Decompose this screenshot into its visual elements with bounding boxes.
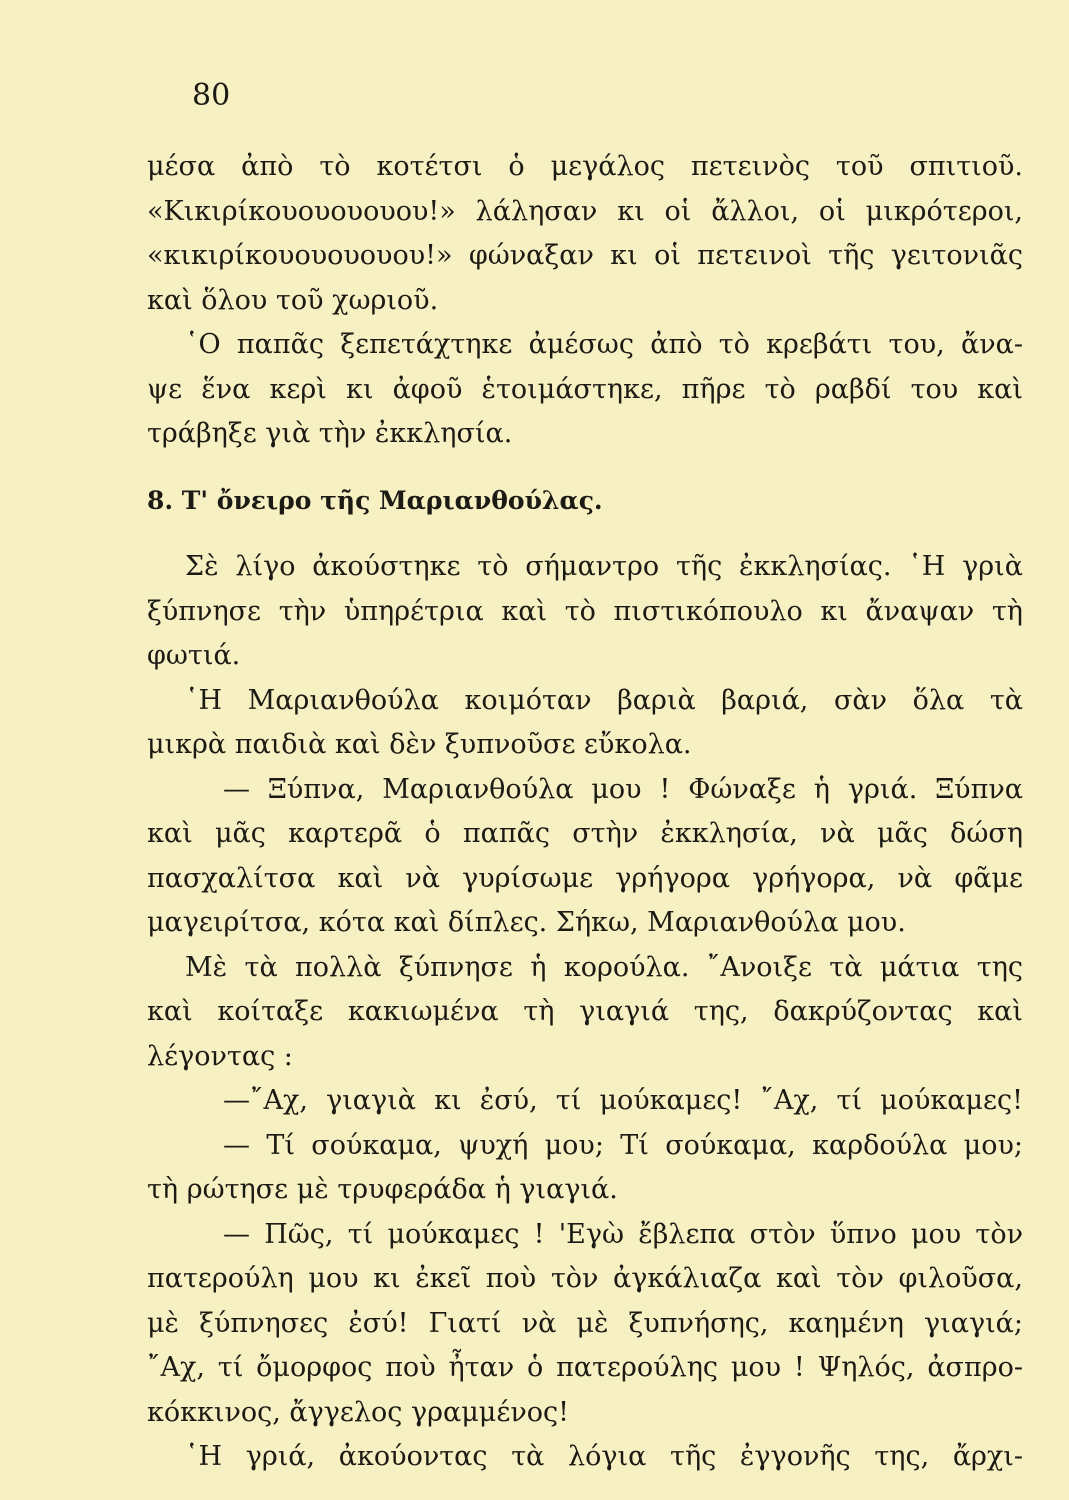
paragraph: [147, 1435, 1023, 1480]
text-line: ψε ἕνα κερὶ κι ἀφοῦ ἑτοιμάστηκε, πῆρε τὸ ραβδί του καὶ: [147, 373, 1023, 405]
paragraph: [147, 768, 1023, 946]
text-line: μαγειρίτσα, κότα καὶ δίπλες. Σήκω, Μαριανθούλα μου.: [147, 907, 906, 938]
body-text: [147, 145, 1023, 1480]
paragraph: [147, 946, 1023, 1080]
text-line: μικρὰ παιδιὰ καὶ δὲν ξυπνοῦσε εὔκολα.: [147, 729, 692, 760]
text-line: ξύπνησε τὴν ὑπηρέτρια καὶ τὸ πιστικόπουλο κι ἄναψαν τὴ: [147, 595, 1023, 627]
text-line: ῎Αχ, τί ὄμορφος ποὺ ἦταν ὁ πατερούλης μου ! Ψηλός, ἀσπρο-: [147, 1352, 1023, 1383]
text-line: πατερούλη μου κι ἐκεῖ ποὺ τὸν ἀγκάλιαζα καὶ τὸν φιλοῦσα,: [147, 1263, 1023, 1294]
text-line: τὴ ρώτησε μὲ τρυφεράδα ἡ γιαγιά.: [147, 1174, 618, 1205]
text-line: καὶ κοίταξε κακιωμένα τὴ γιαγιά της, δακρύζοντας καὶ: [147, 996, 1023, 1027]
text-line: — Ξύπνα, Μαριανθούλα μου ! Φώναξε ἡ γριά. Ξύπνα: [223, 773, 1023, 805]
text-line: μέσα ἀπὸ τὸ κοτέτσι ὁ μεγάλος πετεινὸς τοῦ σπιτιοῦ.: [147, 151, 1023, 182]
text-line: καὶ μᾶς καρτερᾶ ὁ παπᾶς στὴν ἐκκλησία, νὰ μᾶς δώση: [147, 818, 1023, 849]
text-line: —῎Αχ, γιαγιὰ κι ἐσύ, τί μούκαμες! ῎Αχ, τί μούκαμες!: [223, 1085, 1023, 1116]
paragraph: [147, 1079, 1023, 1124]
paragraph: [147, 679, 1023, 768]
paragraph: [147, 1213, 1023, 1436]
text-line: πασχαλίτσα καὶ νὰ γυρίσωμε γρήγορα γρήγορα, νὰ φᾶμε: [147, 862, 1023, 894]
text-line: μὲ ξύπνησες ἐσύ! Γιατί νὰ μὲ ξυπνήσης, καημένη γιαγιά;: [147, 1307, 1023, 1339]
text-line: τράβηξε γιὰ τὴν ἐκκλησία.: [147, 418, 513, 449]
paragraph: [147, 545, 1023, 679]
text-line: «κικιρίκουουουουου!» φώναξαν κι οἱ πετεινοὶ τῆς γειτονιᾶς: [147, 240, 1023, 271]
section-heading: 8. Τ' ὄνειρο τῆς Μαριανθούλας.: [147, 485, 603, 515]
text-line: «Κικιρίκουουουουου!» λάλησαν κι οἱ ἄλλοι, οἱ μικρότεροι,: [147, 195, 1023, 227]
page-number: 80: [192, 78, 231, 113]
text-line: κόκκινος, ἄγγελος γραμμένος!: [147, 1396, 569, 1428]
text-line: Μὲ τὰ πολλὰ ξύπνησε ἡ κορούλα. ῎Ανοιξε τὰ μάτια της: [185, 951, 1023, 983]
text-line: — Τί σούκαμα, ψυχή μου; Τί σούκαμα, καρδούλα μου;: [223, 1129, 1023, 1161]
paragraph: [147, 323, 1023, 457]
text-line: — Πῶς, τί μούκαμες ! 'Εγὼ ἔβλεπα στὸν ὕπνο μου τὸν: [223, 1218, 1023, 1250]
text-line: καὶ ὅλου τοῦ χωριοῦ.: [147, 284, 439, 316]
text-line: λέγοντας :: [147, 1040, 293, 1072]
paragraph: [147, 145, 1023, 323]
text-line: ῾Η Μαριανθούλα κοιμόταν βαριὰ βαριά, σὰν ὅλα τὰ: [185, 684, 1023, 716]
text-line: ῾Ο παπᾶς ξεπετάχτηκε ἀμέσως ἀπὸ τὸ κρεβάτι του, ἄνα-: [185, 329, 1023, 360]
text-line: φωτιά.: [147, 640, 241, 671]
text-line: ῾Η γριά, ἀκούοντας τὰ λόγια τῆς ἐγγονῆς της, ἄρχι-: [185, 1441, 1023, 1472]
text-line: Σὲ λίγο ἀκούστηκε τὸ σήμαντρο τῆς ἐκκλησίας. ῾Η γριὰ: [185, 551, 1023, 582]
paragraph: [147, 1124, 1023, 1213]
